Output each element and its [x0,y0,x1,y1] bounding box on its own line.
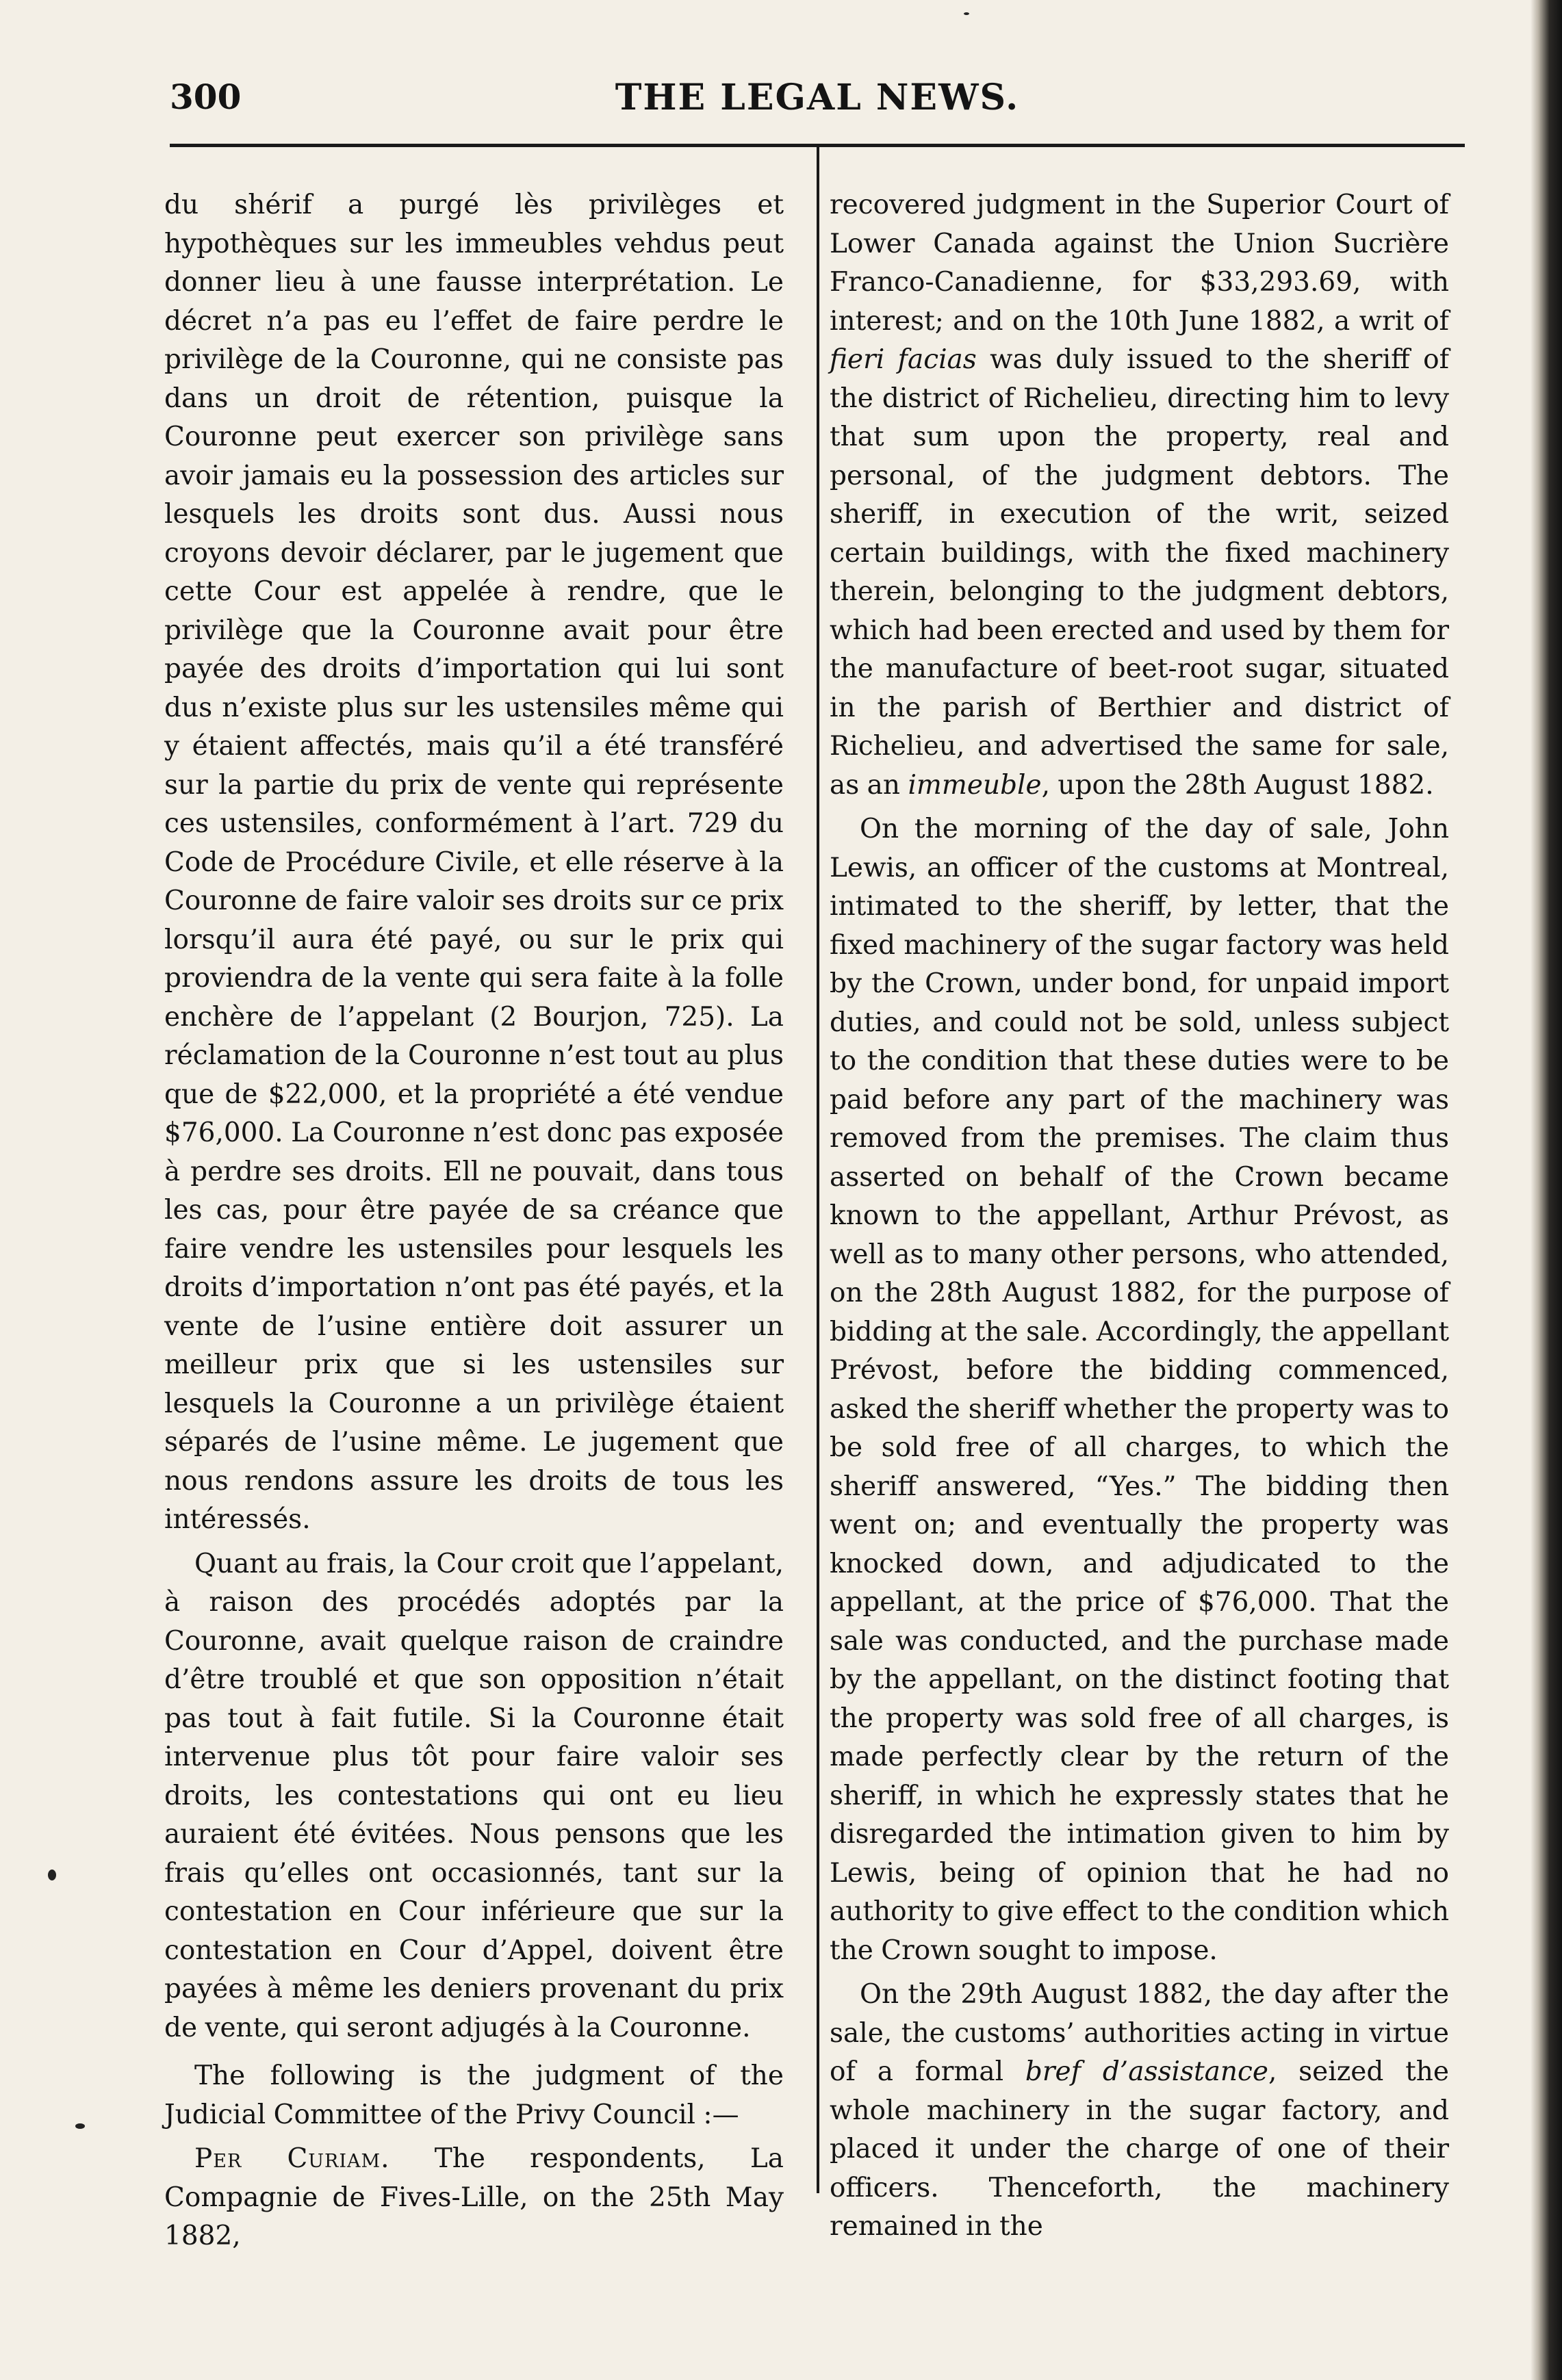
margin-speck [75,2123,85,2129]
immeuble-term: immeuble [908,769,1042,801]
bref-dassistance-term: bref d’assistance [1025,2056,1268,2087]
right-paragraph-3-part-a: On the 29th August 1882, the day after the sale, the customs’ authorities acting in virtue of a formal [830,1979,1449,2087]
page-edge-shadow [1531,0,1562,2380]
left-paragraph-4 [164,2140,784,2256]
running-title: THE LEGAL NEWS. [615,77,1020,118]
fieri-facias-term: fieri facias [830,344,977,375]
page-number: 300 [170,77,242,117]
left-column [164,186,784,2256]
right-paragraph-1 [830,186,1449,805]
right-paragraph-2: On the morning of the day of sale, John Lewis, an officer of the customs at Montreal, intimated to the sheriff, by letter, that the fixed machinery of the sugar factory was held by the Crown, under bond, for unpaid import duties, and could not be sold, unless subject to the condition that these duties were to be paid before any part of the machinery was removed from the premises. The claim thus asserted on behalf of the Crown became known to the appellant, Arthur Prévost, as well as to many other persons, who attended, on the 28th August 1882, for the purpose of bidding at the sale. Accordingly, the appellant Prévost, before the bidding commenced, asked the sheriff whether the property was to be sold free of all charges, to which the sheriff answered, “Yes.” The bidding then went on; and eventually the property was knocked down, and adjudicated to the appellant, at the price of $76,000. That the sale was conducted, and the purchase made by the appellant, on the distinct footing that the property was sold free of all charges, is made perfectly clear by the return of the sheriff, in which he expressly states that he disregarded the intimation given to him by Lewis, being of opinion that he had no authority to give effect to the condition which the Crown sought to impose. [830,814,1449,1966]
margin-speck [964,12,969,15]
right-column [830,186,1449,2247]
left-paragraph-1: du shérif a purgé lès privilèges et hypothèques sur les immeubles vehdus peut donner lieu à une fausse interprétation. Le décret n’a pas eu l’effet de faire perdre le privilège de la Couronne, qui ne consiste pas dans un droit de rétention, puisque la Couronne peut exercer son privilège sans avoir jamais eu la possession des articles sur lesquels les droits sont dus. Aussi nous croyons devoir déclarer, par le jugement que cette Cour est appelée à rendre, que le privilège que la Couronne avait pour être payée des droits d’importation qui lui sont dus n’existe plus sur les ustensiles même qui y étaient affectés, mais qu’il a été transféré sur la partie du prix de vente qui représente ces ustensiles, conformément à l’art. 729 du Code de Procédure Civile, et elle réserve à la Couronne de faire valoir ses droits sur ce prix lorsqu’il aura été payé, ou sur le prix qui proviendra de la vente qui sera faite à la folle enchère de l’appelant (2 Bourjon, 725). La réclamation de la Couronne n’est tout au plus que de $22,000, et la propriété a été vendue $76,000. La Couronne n’est donc pas exposée à perdre ses droits. Ell ne pouvait, dans tous les cas, pour être payée de sa créance que faire vendre les ustensiles pour lesquels les droits d’importation n’ont pas été payés, et la vente de l’usine entière doit assurer un meilleur prix que si les ustensiles sur lesquels la Couronne a un privilège étaient séparés de l’usine même. Le jugement que nous rendons assure les droits de tous les intéressés. [164,190,784,1535]
right-paragraph-1-part-b: was duly issued to the sheriff of the district of Richelieu, directing him to levy that sum upon the property, real and personal, of the judgment debtors. The sheriff, in execution of the writ, seized certain buildings, with the fixed machinery therein, belonging to the judgment debtors, which had been erected and used by them for the manufacture of beet-root sugar, situated in the parish of Berthier and district of Richelieu, and advertised the same for sale, as an [830,344,1450,801]
column-divider [817,147,819,2193]
right-paragraph-3-part-b: , seized the whole machinery in the sugar factory, and placed it under the charge of one of their officers. Thenceforth, the machinery remained in the [830,2056,1449,2242]
right-paragraph-1-part-c: , upon the 28th August 1882. [1041,769,1434,801]
left-paragraph-2: Quant au frais, la Cour croit que l’appelant, à raison des procédés adoptés par la Couronne, avait quelque raison de craindre d’être troublé et que son opposition n’était pas tout à fait futile. Si la Couronne était intervenue plus tôt pour faire valoir ses droits, les contestations qui ont eu lieu auraient été évitées. Nous pensons que les frais qu’elles ont occasionnés, tant sur la contestation en Cour inférieure que sur la contestation en Cour d’Appel, doivent être payées à même les deniers provenant du prix de vente, qui seront adjugés à la Couronne. [164,1548,784,2043]
right-paragraph-1-part-a: recovered judgment in the Superior Court of Lower Canada against the Union Sucrière Franco-Canadienne, for $33,293.69, with interest; and on the 10th June 1882, a writ of [830,190,1449,337]
left-paragraph-3: The following is the judgment of the Judicial Committee of the Privy Council :— [164,2060,784,2130]
page-header [170,77,1465,125]
per-curiam-label: Per Curiam. [194,2143,390,2174]
right-paragraph-3 [830,1976,1449,2247]
margin-speck [48,1870,56,1880]
left-paragraph-4-text: The respondents, La Compagnie de Fives-Lille, on the 25th May 1882, [164,2143,784,2251]
